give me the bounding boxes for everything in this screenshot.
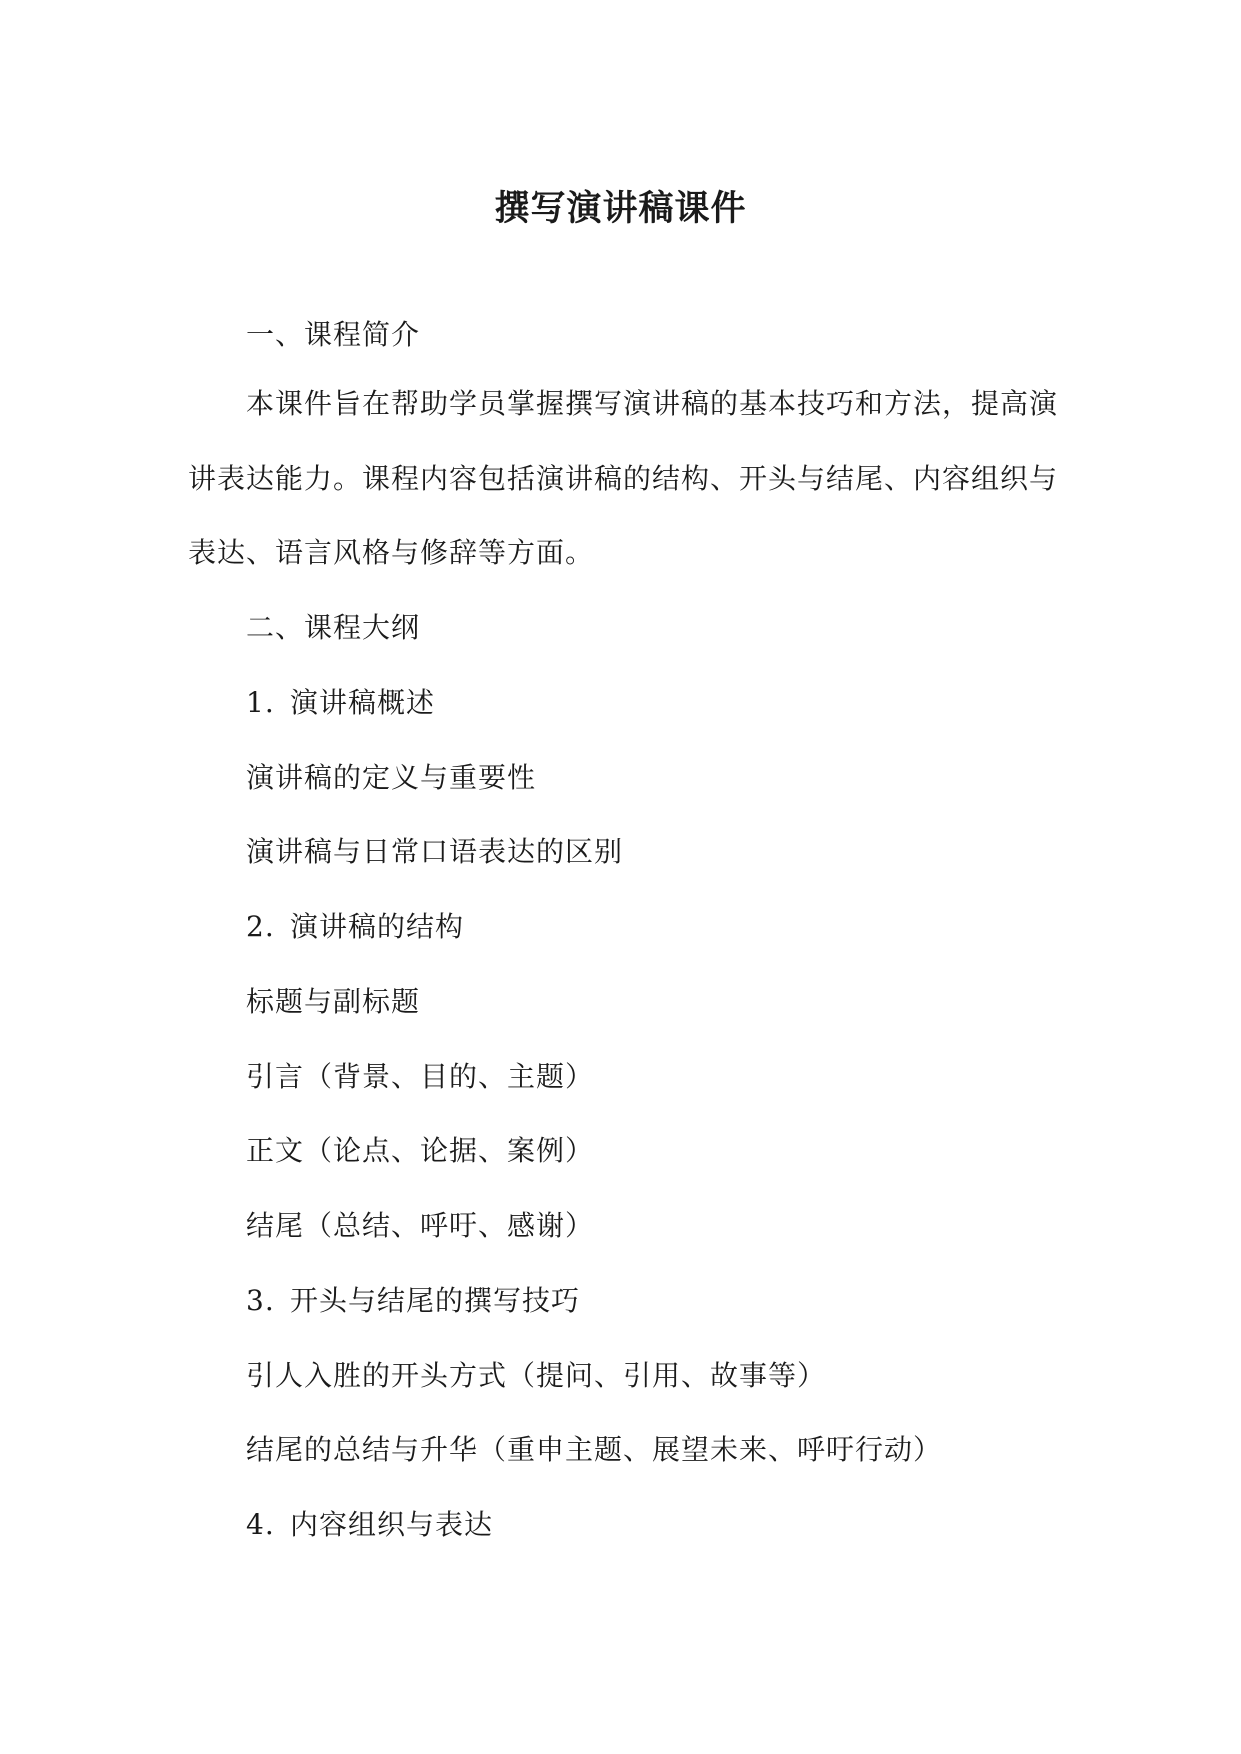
outline-subitem: 结尾（总结、呼吁、感谢）: [246, 1209, 595, 1242]
outline-subitem: 引言（背景、目的、主题）: [246, 1060, 595, 1093]
outline-subitem: 正文（论点、论据、案例）: [246, 1134, 595, 1167]
outline-item-title: 演讲稿概述: [290, 686, 436, 719]
outline-subitem: 引人入胜的开头方式（提问、引用、故事等）: [246, 1359, 827, 1392]
outline-item-title: 内容组织与表达: [290, 1508, 494, 1541]
section-heading-outline: 二、课程大纲: [246, 611, 421, 644]
outline-subitem: 演讲稿与日常口语表达的区别: [246, 835, 624, 868]
outline-subitem: 标题与副标题: [246, 985, 421, 1018]
intro-paragraph-line-1: 本课件旨在帮助学员掌握撰写演讲稿的基本技巧和方法，提高演: [246, 387, 1059, 420]
outline-subitem: 结尾的总结与升华（重申主题、展望未来、呼吁行动）: [246, 1433, 943, 1466]
section-heading-intro: 一、课程简介: [246, 318, 421, 351]
outline-item-title: 开头与结尾的撰写技巧: [290, 1284, 581, 1317]
outline-item-heading: [246, 1281, 580, 1321]
intro-paragraph-line-2: 讲表达能力。课程内容包括演讲稿的结构、开头与结尾、内容组织与: [188, 462, 1059, 495]
outline-item-number: 3.: [246, 1284, 275, 1317]
outline-item-number: 1.: [246, 686, 275, 719]
intro-paragraph-line-3: 表达、语言风格与修辞等方面。: [188, 536, 595, 569]
outline-subitem: 演讲稿的定义与重要性: [246, 761, 537, 794]
document-title: 撰写演讲稿课件: [494, 188, 747, 229]
outline-item-heading: [246, 683, 435, 723]
outline-item-number: 2.: [246, 910, 275, 943]
outline-item-number: 4.: [246, 1508, 275, 1541]
outline-item-heading: [246, 1505, 493, 1545]
outline-item-title: 演讲稿的结构: [290, 910, 465, 943]
outline-item-heading: [246, 907, 464, 947]
